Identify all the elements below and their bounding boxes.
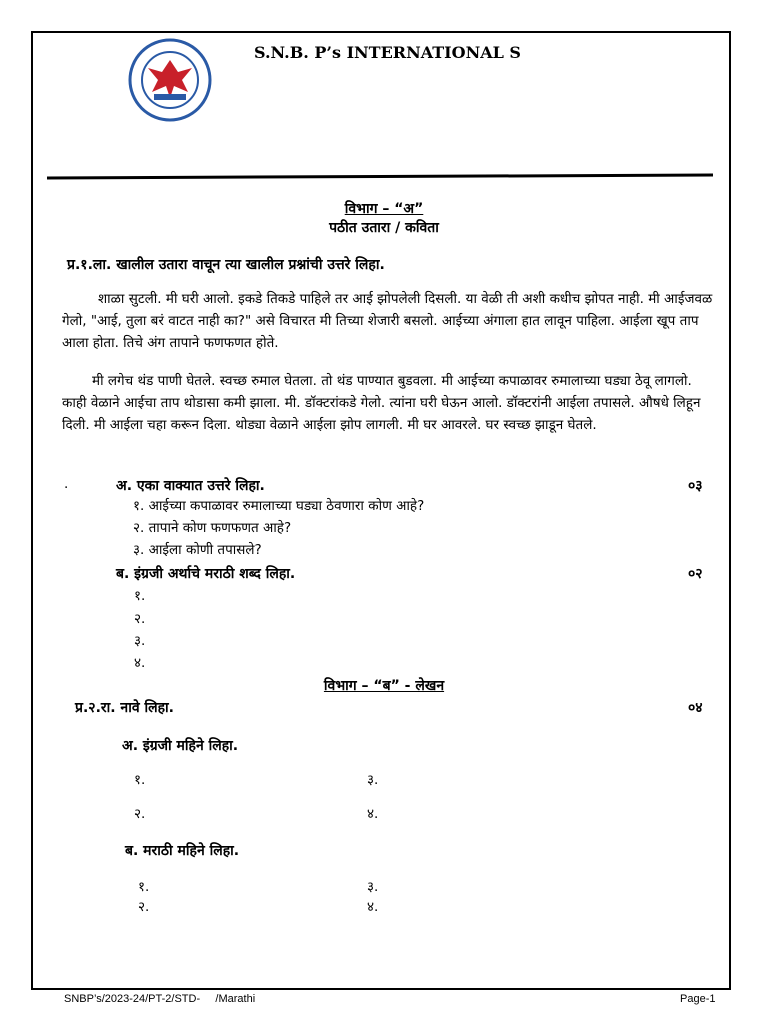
footer-page-number: Page-1 (680, 993, 716, 1005)
part-b-heading: ब. इंग्रजी अर्थाचे मराठी शब्द लिहा. (116, 566, 296, 582)
passage-paragraph-2: मी लगेच थंड पाणी घेतले. स्वच्छ रुमाल घेतला. तो थंड पाण्यात बुडवला. मी आईच्या कपाळावर रुमालाच्या घड्या ठेवू लागलो. काही वेळाने आईचा ताप थोडासा कमी झाला. मी. डॉक्टरांकडे गेलो. त्यांना घरी घेऊन आलो. डॉक्टरांनी आईला तपासले. औषधे लिहून दिली. मी आईला चहा करून दिला. थोड्या वेळाने आईला झोप लागली. मी घर आवरले. घर स्वच्छ झाडून घेतले. (62, 373, 701, 433)
marathi-month-3: ३. (367, 879, 379, 895)
section-a-subtitle: पठीत उतारा / कविता (329, 220, 439, 236)
part-a-marks: ०३ (688, 478, 703, 494)
part-a-question-3: ३. आईला कोणी तपासले? (133, 542, 262, 558)
marathi-month-4: ४. (367, 899, 379, 915)
part-b-item-2: २. (134, 611, 146, 627)
school-logo (128, 38, 212, 122)
stray-dot: . (64, 476, 69, 492)
part-b-item-1: १. (134, 588, 146, 604)
english-month-3: ३. (367, 772, 379, 788)
english-month-1: १. (134, 772, 146, 788)
question-2-marks: ०४ (688, 700, 703, 716)
english-months-heading: अ. इंग्रजी महिने लिहा. (122, 738, 239, 754)
marathi-month-1: १. (138, 879, 150, 895)
question-2: प्र.२.रा. नावे लिहा. (75, 700, 174, 716)
question-1: प्र.१.ला. खालील उतारा वाचून त्या खालील प्रश्नांची उत्तरे लिहा. (67, 257, 385, 273)
passage-paragraph-1: शाळा सुटली. मी घरी आलो. इकडे तिकडे पाहिले तर आई झोपलेली दिसली. या वेळी ती अशी कधीच झोपत नाही. मी आईजवळ गेलो, "आई, तुला बरं वाटत नाही का?" असे विचारत मी तिच्या शेजारी बसलो. आईच्या अंगाला हात लावून पाहिला. आईला खूप ताप आला होता. तिचे अंग तापाने फणफणत होते. (62, 291, 713, 351)
part-b-item-3: ३. (134, 633, 146, 649)
section-b-title: विभाग – “ब” - लेखन (323, 678, 445, 694)
part-a-question-2: २. तापाने कोण फणफणत आहे? (133, 520, 292, 536)
marathi-month-2: २. (138, 899, 150, 915)
part-b-item-4: ४. (134, 655, 146, 671)
part-b-marks: ०२ (688, 566, 703, 582)
footer-reference: SNBP’s/2023-24/PT-2/STD- /Marathi (64, 993, 256, 1005)
english-month-4: ४. (367, 806, 379, 822)
section-a-title: विभाग – “अ” (344, 201, 424, 217)
part-a-heading: अ. एका वाक्यात उत्तरे लिहा. (116, 478, 265, 494)
school-name: S.N.B. P’s INTERNATIONAL S (254, 43, 521, 62)
english-month-2: २. (134, 806, 146, 822)
marathi-months-heading: ब. मराठी महिने लिहा. (125, 843, 240, 859)
part-a-question-1: १. आईच्या कपाळावर रुमालाच्या घड्या ठेवणारा कोण आहे? (133, 498, 425, 514)
